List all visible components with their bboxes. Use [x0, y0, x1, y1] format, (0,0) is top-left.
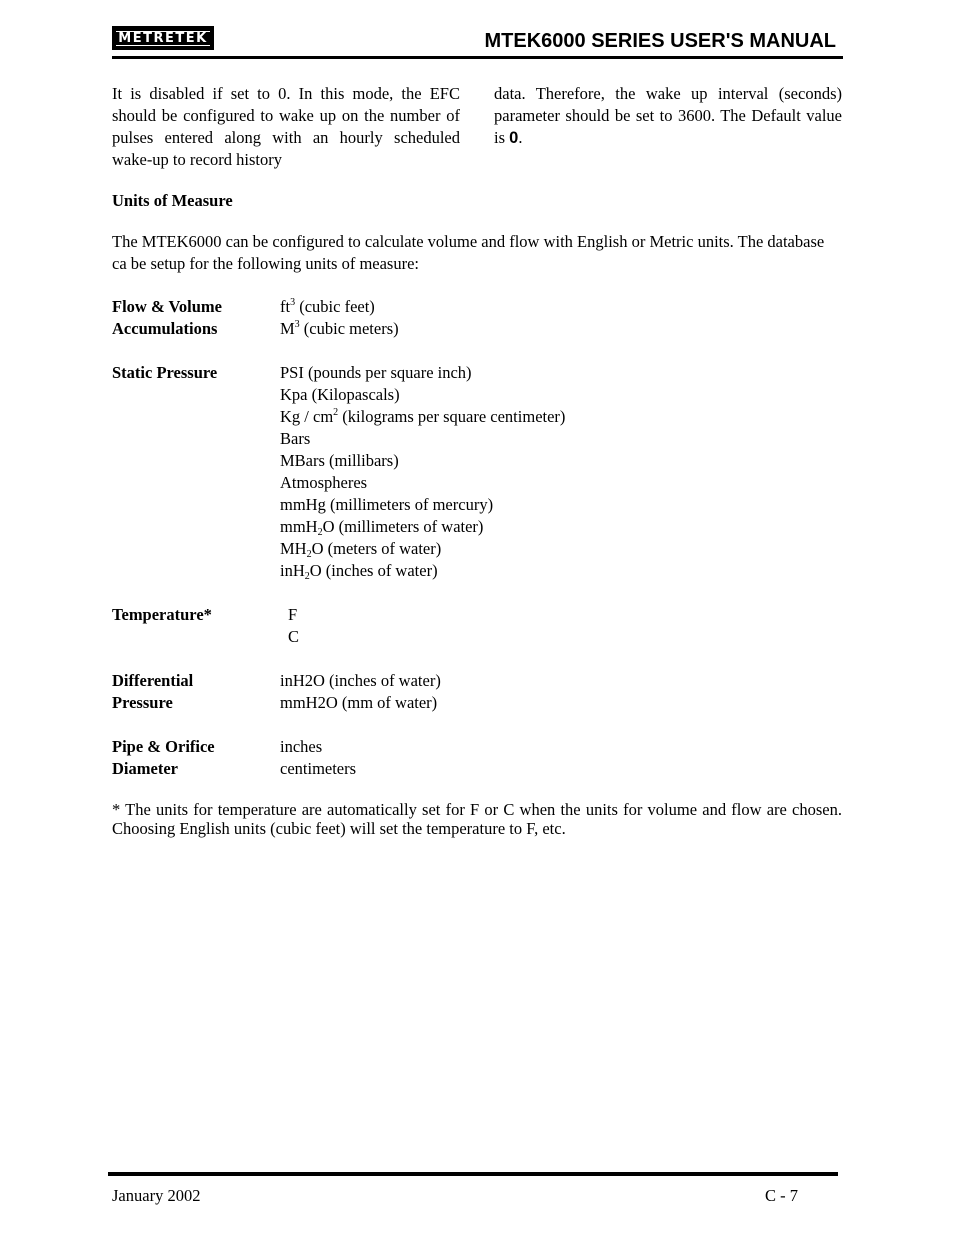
unit-values: [280, 736, 842, 780]
unit-group-label: [112, 736, 280, 780]
unit-value: inches: [280, 737, 323, 756]
unit-text: O (millimeters of water): [322, 517, 484, 536]
header-rule: [112, 56, 843, 59]
temperature-footnote: * The units for temperature are automatically set for F or C when the units for volume and flow are chosen. Choosing English units (cubic feet) will set the temperature to F, etc.: [112, 800, 842, 838]
unit-text: mmH: [280, 517, 318, 536]
unit-subscript: 2: [306, 549, 312, 560]
label-line: Pressure: [112, 693, 173, 712]
unit-group-label: [112, 670, 280, 714]
intro-right-end: .: [518, 128, 523, 147]
units-list: [112, 296, 842, 802]
unit-text: O (inches of water): [309, 561, 438, 580]
unit-group-label: Static Pressure: [112, 363, 218, 382]
unit-text: (cubic meters): [299, 319, 399, 338]
unit-superscript: 3: [294, 319, 300, 330]
label-line: Differential: [112, 671, 194, 690]
unit-text: MH: [280, 539, 307, 558]
unit-value: [280, 538, 842, 560]
unit-text: (cubic feet): [295, 297, 375, 316]
unit-group-static-pressure: [112, 362, 842, 582]
label-line: Accumulations: [112, 319, 218, 338]
unit-value: centimeters: [280, 759, 357, 778]
footer-date: January 2002: [112, 1186, 201, 1205]
label-line: Pipe & Orifice: [112, 737, 215, 756]
unit-subscript: 2: [304, 571, 310, 582]
unit-group-flow: [112, 296, 842, 340]
document-title: MTEK6000 SERIES USER'S MANUAL: [484, 30, 836, 52]
unit-values: [280, 604, 842, 648]
unit-value: MBars (millibars): [280, 451, 399, 470]
default-value: 0: [509, 129, 519, 147]
label-line: Flow & Volume: [112, 297, 223, 316]
unit-value: F: [288, 605, 298, 624]
metretek-logo: [112, 26, 214, 50]
label-line: Diameter: [112, 759, 178, 778]
logo-text: METRETEK: [118, 30, 208, 46]
intro-right-text: data. Therefore, the wake up interval (seconds) parameter should be set to 3600. The Default value is: [494, 84, 842, 147]
unit-group-label: [112, 296, 280, 340]
unit-value: Kpa (Kilopascals): [280, 385, 400, 404]
intro-column-right: [494, 83, 842, 149]
unit-text: (kilograms per square centimeter): [338, 407, 566, 426]
unit-group-differential-pressure: [112, 670, 842, 714]
unit-text: M: [280, 319, 295, 338]
unit-value: [280, 560, 842, 582]
unit-values: [280, 670, 842, 714]
unit-text: ft: [280, 297, 291, 316]
unit-group-label: Temperature*: [112, 605, 212, 624]
unit-value: Atmospheres: [280, 473, 368, 492]
page-number: C - 7: [765, 1186, 798, 1205]
unit-value: mmH2O (mm of water): [280, 693, 438, 712]
unit-group-pipe-diameter: [112, 736, 842, 780]
intro-column-left: It is disabled if set to 0. In this mode, the EFC should be configured to wake up on the number of pulses entered along with an hourly scheduled wake-up to record history: [112, 84, 460, 169]
unit-text: Kg / cm: [280, 407, 334, 426]
unit-value: C: [288, 627, 300, 646]
unit-value: [280, 516, 842, 538]
section-title: Units of Measure: [112, 191, 233, 210]
unit-group-temperature: [112, 604, 842, 648]
unit-value: Bars: [280, 429, 311, 448]
unit-value: [280, 406, 842, 428]
section-intro: The MTEK6000 can be configured to calculate volume and flow with English or Metric units. The database ca be setup for the following units of measure:: [112, 232, 825, 273]
unit-value: [280, 318, 842, 340]
unit-text: inH: [280, 561, 305, 580]
unit-subscript: 2: [317, 527, 323, 538]
unit-value: [280, 296, 842, 318]
unit-values: [280, 296, 842, 340]
unit-superscript: 3: [290, 297, 296, 308]
unit-value: PSI (pounds per square inch): [280, 363, 472, 382]
unit-superscript: 2: [333, 407, 339, 418]
unit-values: [280, 362, 842, 582]
unit-value: inH2O (inches of water): [280, 671, 441, 690]
footer-rule: [108, 1172, 838, 1176]
unit-value: mmHg (millimeters of mercury): [280, 495, 494, 514]
unit-text: O (meters of water): [311, 539, 442, 558]
